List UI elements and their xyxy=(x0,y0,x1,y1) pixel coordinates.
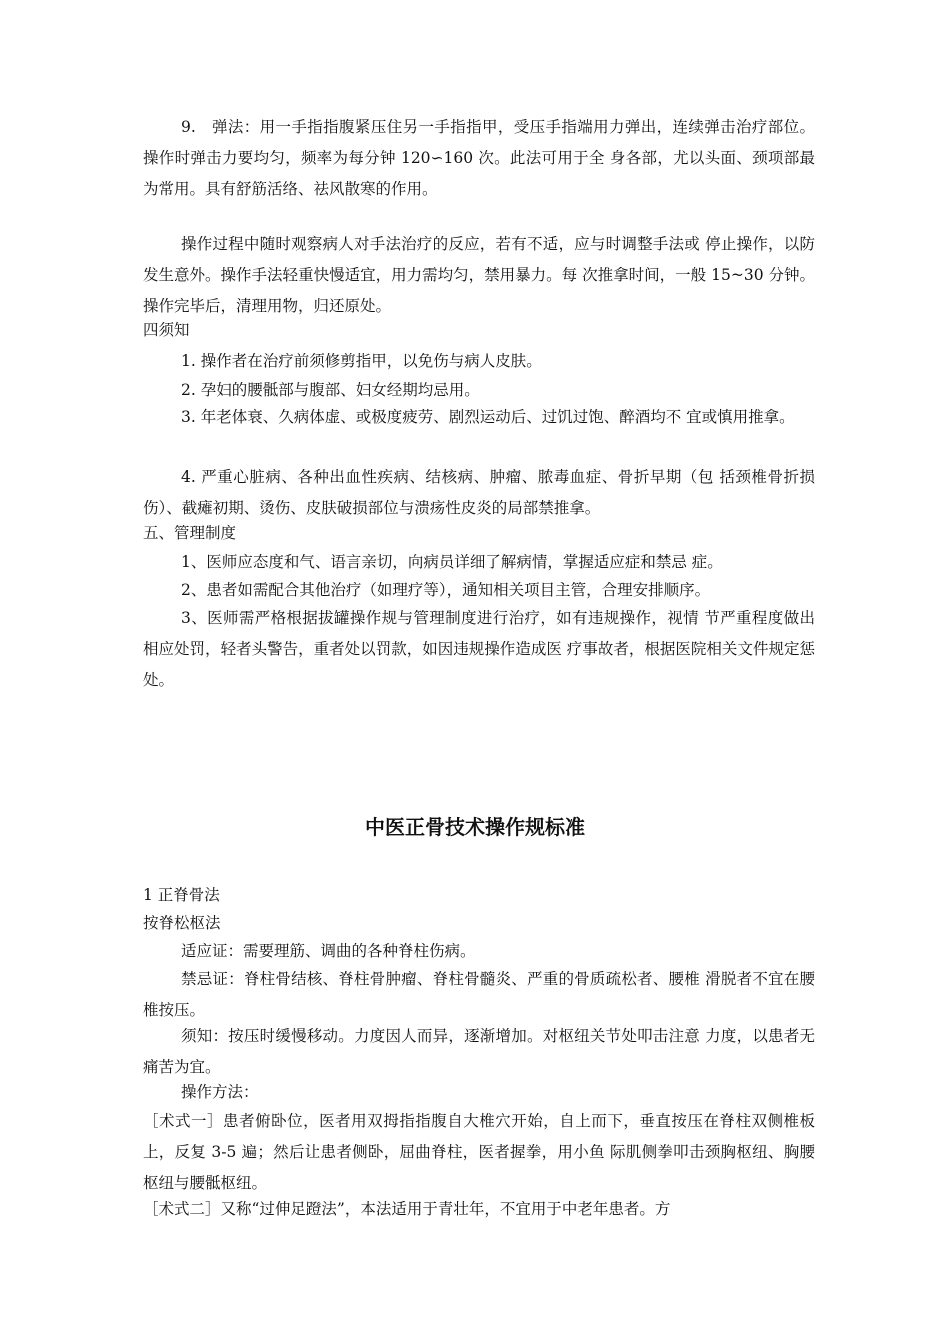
technique-1: ［术式一］患者俯卧位，医者用双拇指指腹自大椎穴开始，自上而下，垂直按压在脊柱双侧椎板上，反复 3-5 遍；然后让患者侧卧，屈曲脊柱，医者握拳，用小鱼 际肌侧拳叩击颈胸枢纽、胸腰枢纽与腰骶枢纽。 xyxy=(143,1112,815,1192)
operation-method-label: 操作方法： xyxy=(181,1083,259,1101)
heading-management: 五、管理制度 xyxy=(143,524,237,542)
note-item-1: 1. 操作者在治疗前须修剪指甲，以免伤与病人皮肤。 xyxy=(181,352,542,370)
cautions: 须知：按压时缓慢移动。力度因人而异，逐渐增加。对枢纽关节处叩击注意 力度，以患者无痛苦为宜。 xyxy=(143,1027,815,1076)
heading-press-spine: 按脊松枢法 xyxy=(143,914,221,932)
note-item-3: 3. 年老体衰、久病体虚、或极度疲劳、剧烈运动后、过饥过饱、醉酒均不 宜或慎用推拿。 xyxy=(181,408,795,426)
section-title: 中医正骨技术操作规标准 xyxy=(365,815,585,839)
heading-spine-method: 1 正脊骨法 xyxy=(143,886,220,904)
note-item-2: 2. 孕妇的腰骶部与腹部、妇女经期均忌用。 xyxy=(181,381,480,399)
paragraph-observation: 操作过程中随时观察病人对手法治疗的反应，若有不适，应与时调整手法或 停止操作，以防发生意外。操作手法轻重快慢适宜，用力需均匀，禁用暴力。每 次推拿时间，一般 15~30 分钟。操作完毕后，清理用物，归还原处。 xyxy=(143,235,815,315)
management-item-3: 3、医师需严格根据拔罐操作规与管理制度进行治疗，如有违规操作，视情 节严重程度做出相应处罚，轻者头警告，重者处以罚款，如因违规操作造成医 疗事故者，根据医院相关文件规定惩处。 xyxy=(143,609,815,689)
contraindications: 禁忌证：脊柱骨结核、脊柱骨肿瘤、脊柱骨髓炎、严重的骨质疏松者、腰椎 滑脱者不宜在腰椎按压。 xyxy=(143,970,815,1019)
management-item-1: 1、医师应态度和气、语言亲切，向病员详细了解病情，掌握适应症和禁忌 症。 xyxy=(181,553,723,571)
paragraph-flick-method: 9. 弹法：用一手指指腹紧压住另一手指指甲，受压手指端用力弹出，连续弹击治疗部位。操作时弹击力要均匀，频率为每分钟 120∽160 次。此法可用于全 身各部，尤以头面、颈项部最为常用。具有舒筋活络、祛风散寒的作用。 xyxy=(143,118,815,198)
management-item-2: 2、患者如需配合其他治疗（如理疗等），通知相关项目主管，合理安排顺序。 xyxy=(181,581,711,599)
note-item-4: 4. 严重心脏病、各种出血性疾病、结核病、肿瘤、脓毒血症、骨折早期（包 括颈椎骨折损伤）、截瘫初期、烫伤、皮肤破损部位与溃疡性皮炎的局部禁推拿。 xyxy=(143,468,815,517)
technique-2: ［术式二］又称“过伸足蹬法”，本法适用于青壮年，不宜用于中老年患者。方 xyxy=(143,1200,671,1218)
heading-notes: 四须知 xyxy=(143,321,190,339)
indications: 适应证：需要理筋、调曲的各种脊柱伤病。 xyxy=(181,942,476,960)
